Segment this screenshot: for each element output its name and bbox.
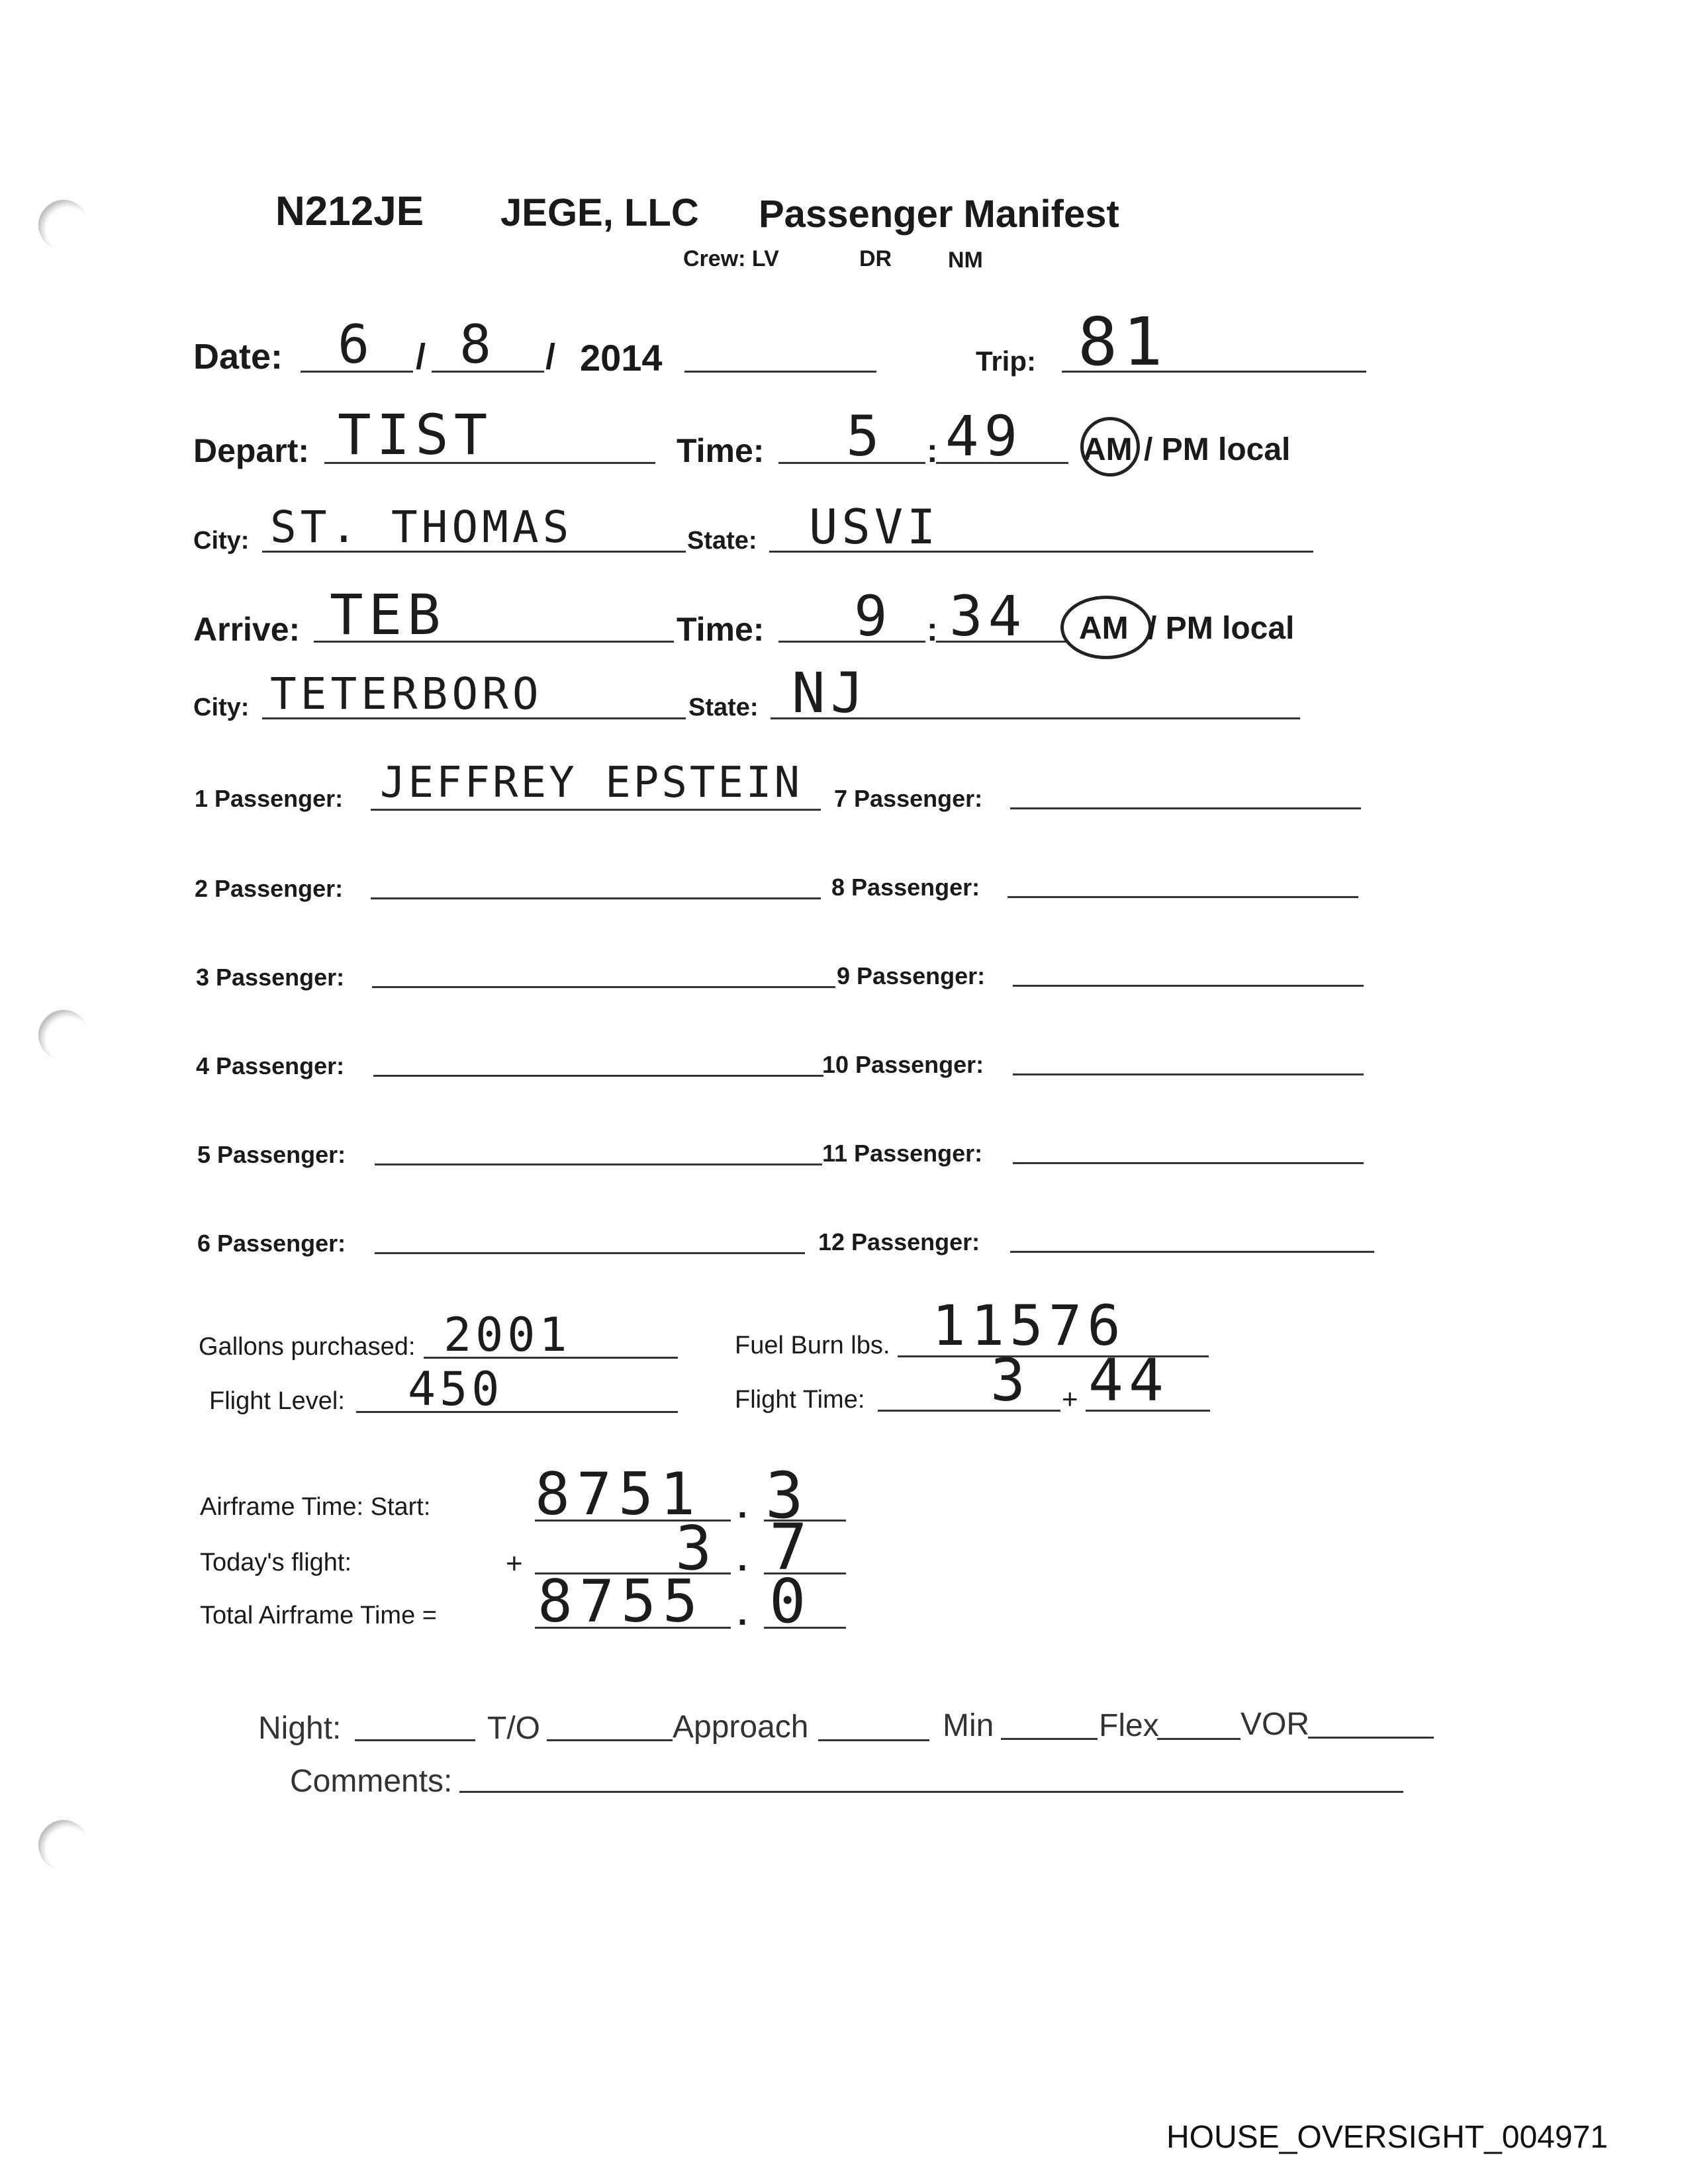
depart-city-label: City: — [193, 527, 250, 555]
arrive-time-label: Time: — [677, 611, 765, 648]
flight-time-hours: 3 — [990, 1346, 1031, 1414]
passenger-9-label: 9 Passenger: — [837, 962, 986, 989]
vor-label: VOR — [1241, 1707, 1310, 1742]
gallons-label: Gallons purchased: — [199, 1333, 416, 1361]
passenger-2-label: 2 Passenger: — [195, 875, 344, 902]
date-month: 6 — [338, 314, 374, 375]
date-year: 2014 — [580, 337, 663, 379]
binder-hole-middle — [38, 1010, 89, 1060]
flight-level-label: Flight Level: — [209, 1387, 345, 1415]
comments-label: Comments: — [290, 1764, 453, 1799]
todays-flight-dot: . — [737, 1539, 748, 1578]
fuel-burn-value: 11576 — [932, 1293, 1126, 1358]
total-airframe-whole: 8755 — [538, 1567, 704, 1635]
crew-nm: NM — [948, 248, 983, 273]
fuel-burn-label: Fuel Burn lbs. — [735, 1332, 890, 1359]
flight-level-value: 450 — [408, 1362, 504, 1416]
total-airframe-dot: . — [737, 1593, 748, 1633]
airframe-start-decimal: 3 — [765, 1459, 809, 1533]
airframe-start-dot: . — [737, 1486, 748, 1525]
flight-time-plus: + — [1062, 1383, 1078, 1414]
total-airframe-decimal: 0 — [769, 1566, 812, 1637]
todays-flight-label: Today's flight: — [200, 1549, 352, 1576]
flight-time-minutes: 44 — [1088, 1346, 1169, 1414]
min-label: Min — [943, 1708, 994, 1743]
todays-flight-plus: + — [506, 1547, 523, 1580]
passenger-1-label: 1 Passenger: — [195, 785, 344, 812]
total-airframe-label: Total Airframe Time = — [200, 1602, 437, 1629]
passenger-8-label: 8 Passenger: — [831, 874, 980, 901]
company-name: JEGE, LLC — [500, 191, 699, 234]
depart-minute: 49 — [945, 404, 1023, 469]
depart-pm-local: / PM local — [1144, 432, 1291, 467]
arrive-colon: : — [927, 611, 938, 648]
arrive-pm-local: / PM local — [1148, 611, 1295, 646]
crew-label: Crew: LV — [683, 246, 779, 271]
date-label: Date: — [193, 337, 283, 377]
flight-time-label: Flight Time: — [735, 1386, 865, 1414]
passenger-10-label: 10 Passenger: — [822, 1051, 984, 1078]
arrive-state: NJ — [792, 660, 870, 725]
depart-colon: : — [927, 432, 938, 469]
passenger-11-label: 11 Passenger: — [822, 1140, 983, 1167]
date-sep-2: / — [545, 337, 556, 377]
tail-number: N212JE — [275, 189, 424, 234]
depart-am: AM — [1083, 432, 1133, 467]
binder-hole-top — [38, 200, 89, 250]
trip-number: 81 — [1078, 303, 1168, 381]
gallons-value: 2001 — [444, 1308, 571, 1362]
to-label: T/O — [487, 1711, 540, 1746]
passenger-7-label: 7 Passenger: — [834, 785, 983, 812]
arrive-city: TETERBORO — [270, 668, 543, 719]
airframe-start-label: Airframe Time: Start: — [200, 1493, 431, 1521]
flex-label: Flex — [1099, 1708, 1159, 1743]
trip-label: Trip: — [976, 345, 1036, 377]
arrive-city-label: City: — [193, 694, 250, 721]
manifest-title: Passenger Manifest — [759, 193, 1119, 236]
night-label: Night: — [258, 1711, 342, 1746]
binder-hole-bottom — [38, 1820, 89, 1870]
depart-state-label: State: — [687, 527, 757, 555]
bates-number: HOUSE_OVERSIGHT_004971 — [1166, 2120, 1608, 2155]
date-day: 8 — [459, 314, 496, 375]
arrive-am: AM — [1079, 611, 1129, 646]
depart-label: Depart: — [193, 432, 310, 469]
arrive-minute: 34 — [949, 584, 1027, 649]
arrive-label: Arrive: — [193, 611, 301, 648]
passenger-1-name: JEFFREY EPSTEIN — [380, 758, 802, 807]
arrive-airport: TEB — [330, 582, 446, 647]
airframe-start-whole: 8751 — [535, 1460, 702, 1528]
crew-dr: DR — [859, 246, 892, 271]
passenger-5-label: 5 Passenger: — [197, 1141, 346, 1168]
depart-airport: TIST — [338, 402, 493, 467]
depart-city: ST. THOMAS — [270, 502, 573, 553]
passenger-6-label: 6 Passenger: — [197, 1230, 346, 1257]
passenger-12-label: 12 Passenger: — [818, 1228, 980, 1255]
depart-state: USVI — [809, 499, 940, 555]
depart-time-label: Time: — [677, 432, 765, 469]
passenger-3-label: 3 Passenger: — [196, 964, 345, 991]
approach-label: Approach — [673, 1709, 809, 1745]
todays-flight-whole: 3 — [675, 1513, 718, 1584]
depart-hour: 5 — [846, 404, 885, 469]
todays-flight-decimal: 7 — [769, 1510, 813, 1584]
arrive-hour: 9 — [854, 584, 893, 649]
date-sep-1: / — [416, 337, 426, 377]
arrive-state-label: State: — [688, 694, 759, 721]
passenger-4-label: 4 Passenger: — [196, 1052, 345, 1079]
